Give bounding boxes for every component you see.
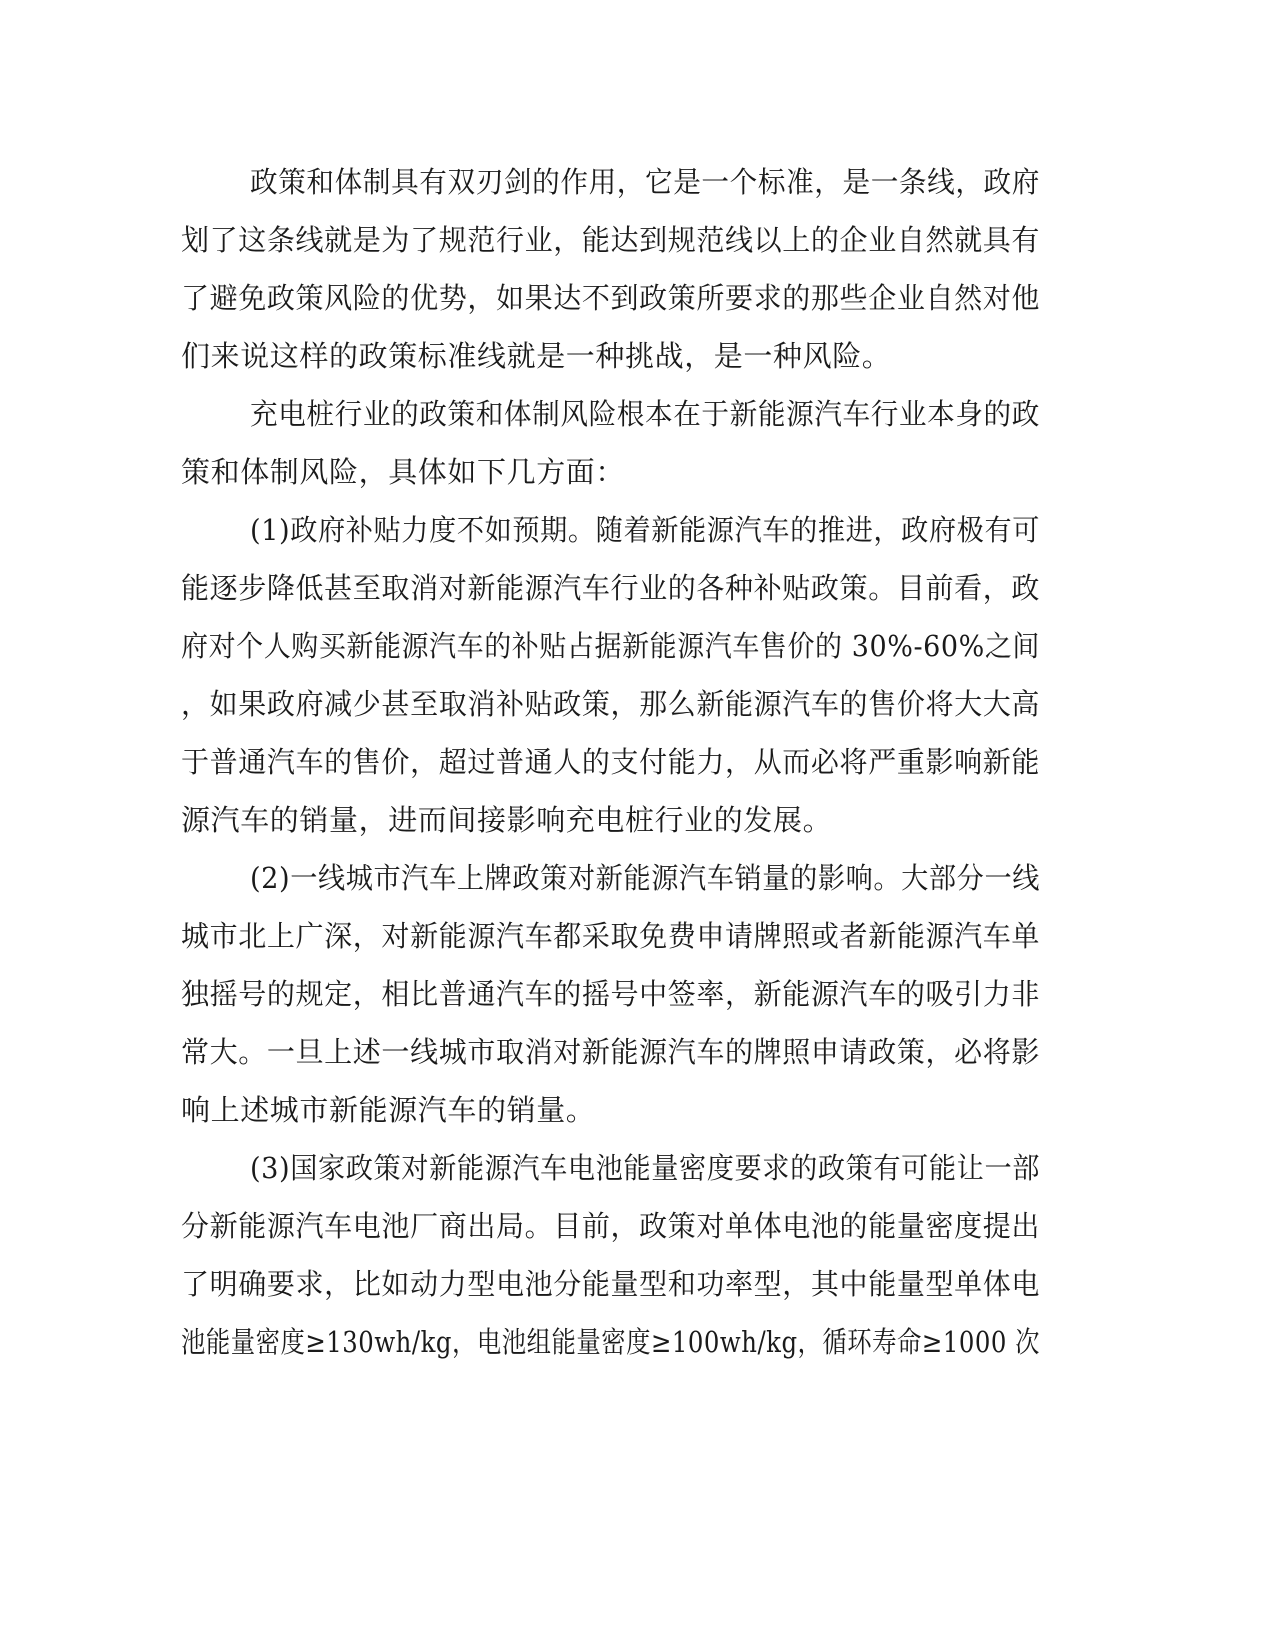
text-line: 源汽车的销量，进而间接影响充电桩行业的发展。 (181, 803, 833, 837)
text-line: ，如果政府减少甚至取消补贴政策，那么新能源汽车的售价将大大高 (181, 687, 1040, 721)
text-line: 城市北上广深，对新能源汽车都采取免费申请牌照或者新能源汽车单 (181, 919, 1040, 953)
text-line: (1)政府补贴力度不如预期。随着新能源汽车的推进，政府极有可 (250, 513, 1040, 547)
text-line: 能逐步降低甚至取消对新能源汽车行业的各种补贴政策。目前看，政 (181, 571, 1040, 605)
text-line: 划了这条线就是为了规范行业，能达到规范线以上的企业自然就具有 (181, 223, 1040, 257)
text-line: 府对个人购买新能源汽车的补贴占据新能源汽车售价的 30%-60%之间 (181, 629, 1040, 663)
text-line: 了明确要求，比如动力型电池分能量型和功率型，其中能量型单体电 (181, 1267, 1040, 1301)
text-line: 分新能源汽车电池厂商出局。目前，政策对单体电池的能量密度提出 (181, 1209, 1040, 1243)
text-line: 政策和体制具有双刃剑的作用，它是一个标准，是一条线，政府 (250, 165, 1040, 199)
text-line: 池能量密度≥130wh/kg，电池组能量密度≥100wh/kg，循环寿命≥1000 次 (181, 1325, 1040, 1359)
text-line: 常大。一旦上述一线城市取消对新能源汽车的牌照申请政策，必将影 (181, 1035, 1040, 1069)
text-line: (2)一线城市汽车上牌政策对新能源汽车销量的影响。大部分一线 (250, 861, 1040, 895)
text-line: 于普通汽车的售价，超过普通人的支付能力，从而必将严重影响新能 (181, 745, 1040, 779)
text-line: 充电桩行业的政策和体制风险根本在于新能源汽车行业本身的政 (250, 397, 1040, 431)
text-line: (3)国家政策对新能源汽车电池能量密度要求的政策有可能让一部 (250, 1151, 1040, 1185)
text-line: 独摇号的规定，相比普通汽车的摇号中签率，新能源汽车的吸引力非 (181, 977, 1040, 1011)
text-line: 响上述城市新能源汽车的销量。 (181, 1093, 596, 1127)
text-line: 策和体制风险，具体如下几方面： (181, 455, 626, 489)
text-line: 了避免政策风险的优势，如果达不到政策所要求的那些企业自然对他 (181, 281, 1040, 315)
text-line: 们来说这样的政策标准线就是一种挑战，是一种风险。 (181, 339, 892, 373)
